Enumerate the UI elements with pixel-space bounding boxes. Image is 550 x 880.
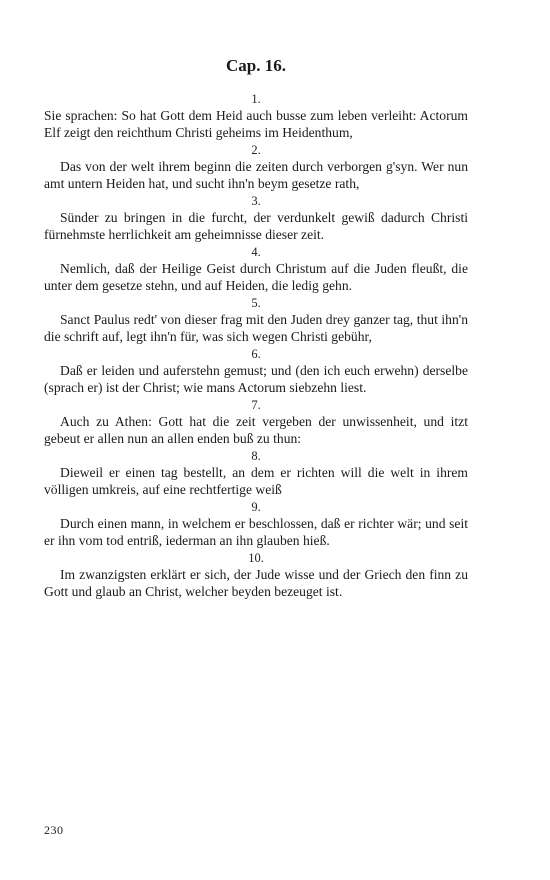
verse bbox=[44, 193, 468, 243]
chapter-title: Cap. 16. bbox=[226, 56, 286, 75]
page-content bbox=[44, 56, 468, 601]
verse-number: 2. bbox=[251, 143, 261, 157]
verse-text: Sanct Paulus redt' von dieser frag mit den Juden drey ganzer tag, thut ihn'n die schrift auf, legt ihn'n für, was sich wegen Christi gebühr, bbox=[44, 312, 468, 344]
verse bbox=[44, 448, 468, 498]
verse-number: 6. bbox=[251, 347, 261, 361]
verse bbox=[44, 142, 468, 192]
verse-number: 10. bbox=[248, 551, 264, 565]
verse-number: 1. bbox=[251, 92, 261, 106]
verse-text: Das von der welt ihrem beginn die zeiten durch verborgen g'syn. Wer nun amt untern Heiden hat, und sucht ihn'n beym gesetze rath, bbox=[44, 159, 468, 191]
verse-number: 3. bbox=[251, 194, 261, 208]
verse-number: 5. bbox=[251, 296, 261, 310]
verse bbox=[44, 550, 468, 600]
verse-number: 4. bbox=[251, 245, 261, 259]
verse-text: Daß er leiden und auferstehn gemust; und (den ich euch erwehn) derselbe (sprach er) ist der Christ; wie mans Actorum siebzehn liest. bbox=[44, 363, 468, 395]
verse-text: Sünder zu bringen in die furcht, der verdunkelt gewiß dadurch Christi fürnehmste herrlichkeit am geheimnisse dieser zeit. bbox=[44, 210, 468, 242]
verse bbox=[44, 244, 468, 294]
verse-text: Sie sprachen: So hat Gott dem Heid auch busse zum leben verleiht: Actorum Elf zeigt den reichthum Christi geheims im Heidenthum, bbox=[44, 108, 468, 140]
verse bbox=[44, 91, 468, 141]
verse-text: Dieweil er einen tag bestellt, an dem er richten will die welt in ihrem völligen umkreis, auf eine rechtfertige weiß bbox=[44, 465, 468, 497]
verse-text: Auch zu Athen: Gott hat die zeit vergeben der unwissenheit, und itzt gebeut er allen nun an allen enden buß zu thun: bbox=[44, 414, 468, 446]
verse-number: 9. bbox=[251, 500, 261, 514]
verse-text: Durch einen mann, in welchem er beschlossen, daß er richter wär; und seit er ihn vom tod entriß, iederman an ihn glauben hieß. bbox=[44, 516, 468, 548]
verse bbox=[44, 295, 468, 345]
page-number: 230 bbox=[44, 823, 64, 837]
verse bbox=[44, 499, 468, 549]
verse-text: Nemlich, daß der Heilige Geist durch Christum auf die Juden fleußt, die unter dem gesetze stehn, und auf Heiden, die ledig gehn. bbox=[44, 261, 468, 293]
verse-text: Im zwanzigsten erklärt er sich, der Jude wisse und der Griech den finn zu Gott und glaub an Christ, welcher beyden bezeuget ist. bbox=[44, 567, 468, 599]
verse-number: 7. bbox=[251, 398, 261, 412]
verse bbox=[44, 397, 468, 447]
verse-list bbox=[44, 91, 468, 600]
verse bbox=[44, 346, 468, 396]
verse-number: 8. bbox=[251, 449, 261, 463]
